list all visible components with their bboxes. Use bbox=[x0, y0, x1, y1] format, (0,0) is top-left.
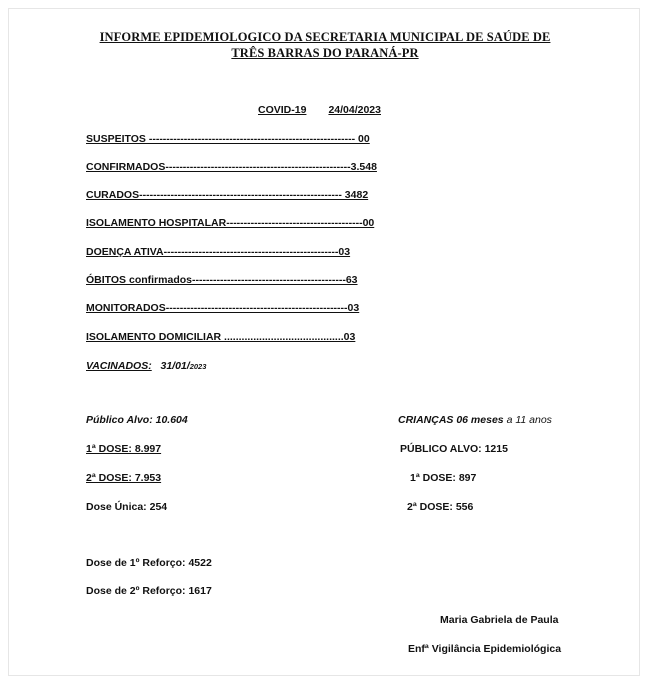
report-title-line1: INFORME EPIDEMIOLOGICO DA SECRETARIA MUNICIPAL DE SAÚDE DE bbox=[99, 30, 551, 44]
criancas-age-range: a 11 anos bbox=[506, 414, 552, 426]
vacinados-heading bbox=[86, 360, 206, 372]
covid-heading bbox=[258, 104, 381, 116]
vacinados-date: 31/01/ bbox=[160, 360, 190, 372]
vacinados-year: 2023 bbox=[189, 362, 207, 371]
stat-suspeitos: SUSPEITOS ----------------------------------------------------------- 00 bbox=[86, 133, 370, 145]
reforco2: Dose de 2º Reforço: 1617 bbox=[86, 585, 212, 597]
dose1-adult: 1ª DOSE: 8.997 bbox=[86, 443, 162, 455]
report-title-line2: TRÊS BARRAS DO PARANÁ-PR bbox=[231, 46, 419, 60]
stat-curados: CURADOS---------------------------------------------------------- 3482 bbox=[86, 189, 369, 201]
signature-name: Maria Gabriela de Paula bbox=[440, 614, 559, 626]
stat-doenca-ativa: DOENÇA ATIVA--------------------------------------------------03 bbox=[86, 246, 351, 258]
signature-role: Enfª Vigilância Epidemiológica bbox=[408, 643, 562, 655]
criancas-heading bbox=[398, 414, 552, 426]
stat-isolamento-domiciliar: ISOLAMENTO DOMICILIAR .........................................03 bbox=[86, 331, 356, 343]
dose2-adult: 2ª DOSE: 7.953 bbox=[86, 472, 162, 484]
criancas-title: CRIANÇAS 06 meses bbox=[398, 414, 504, 426]
stat-obitos: ÓBITOS confirmados--------------------------------------------63 bbox=[86, 274, 358, 286]
report-date: 24/04/2023 bbox=[328, 104, 381, 116]
criancas-publico-alvo: PÚBLICO ALVO: 1215 bbox=[400, 443, 508, 455]
stat-isolamento-hospitalar: ISOLAMENTO HOSPITALAR---------------------------------------00 bbox=[86, 217, 375, 229]
stat-monitorados: MONITORADOS----------------------------------------------------03 bbox=[86, 302, 360, 314]
criancas-dose1: 1ª DOSE: 897 bbox=[410, 472, 477, 484]
reforco1: Dose de 1º Reforço: 4522 bbox=[86, 557, 212, 569]
publico-alvo: Público Alvo: 10.604 bbox=[86, 414, 188, 426]
covid-label: COVID-19 bbox=[258, 104, 307, 116]
dose-unica: Dose Única: 254 bbox=[86, 501, 168, 513]
vacinados-label: VACINADOS: bbox=[86, 360, 152, 372]
stat-confirmados: CONFIRMADOS-----------------------------------------------------3.548 bbox=[86, 161, 377, 173]
criancas-dose2: 2ª DOSE: 556 bbox=[407, 501, 474, 513]
